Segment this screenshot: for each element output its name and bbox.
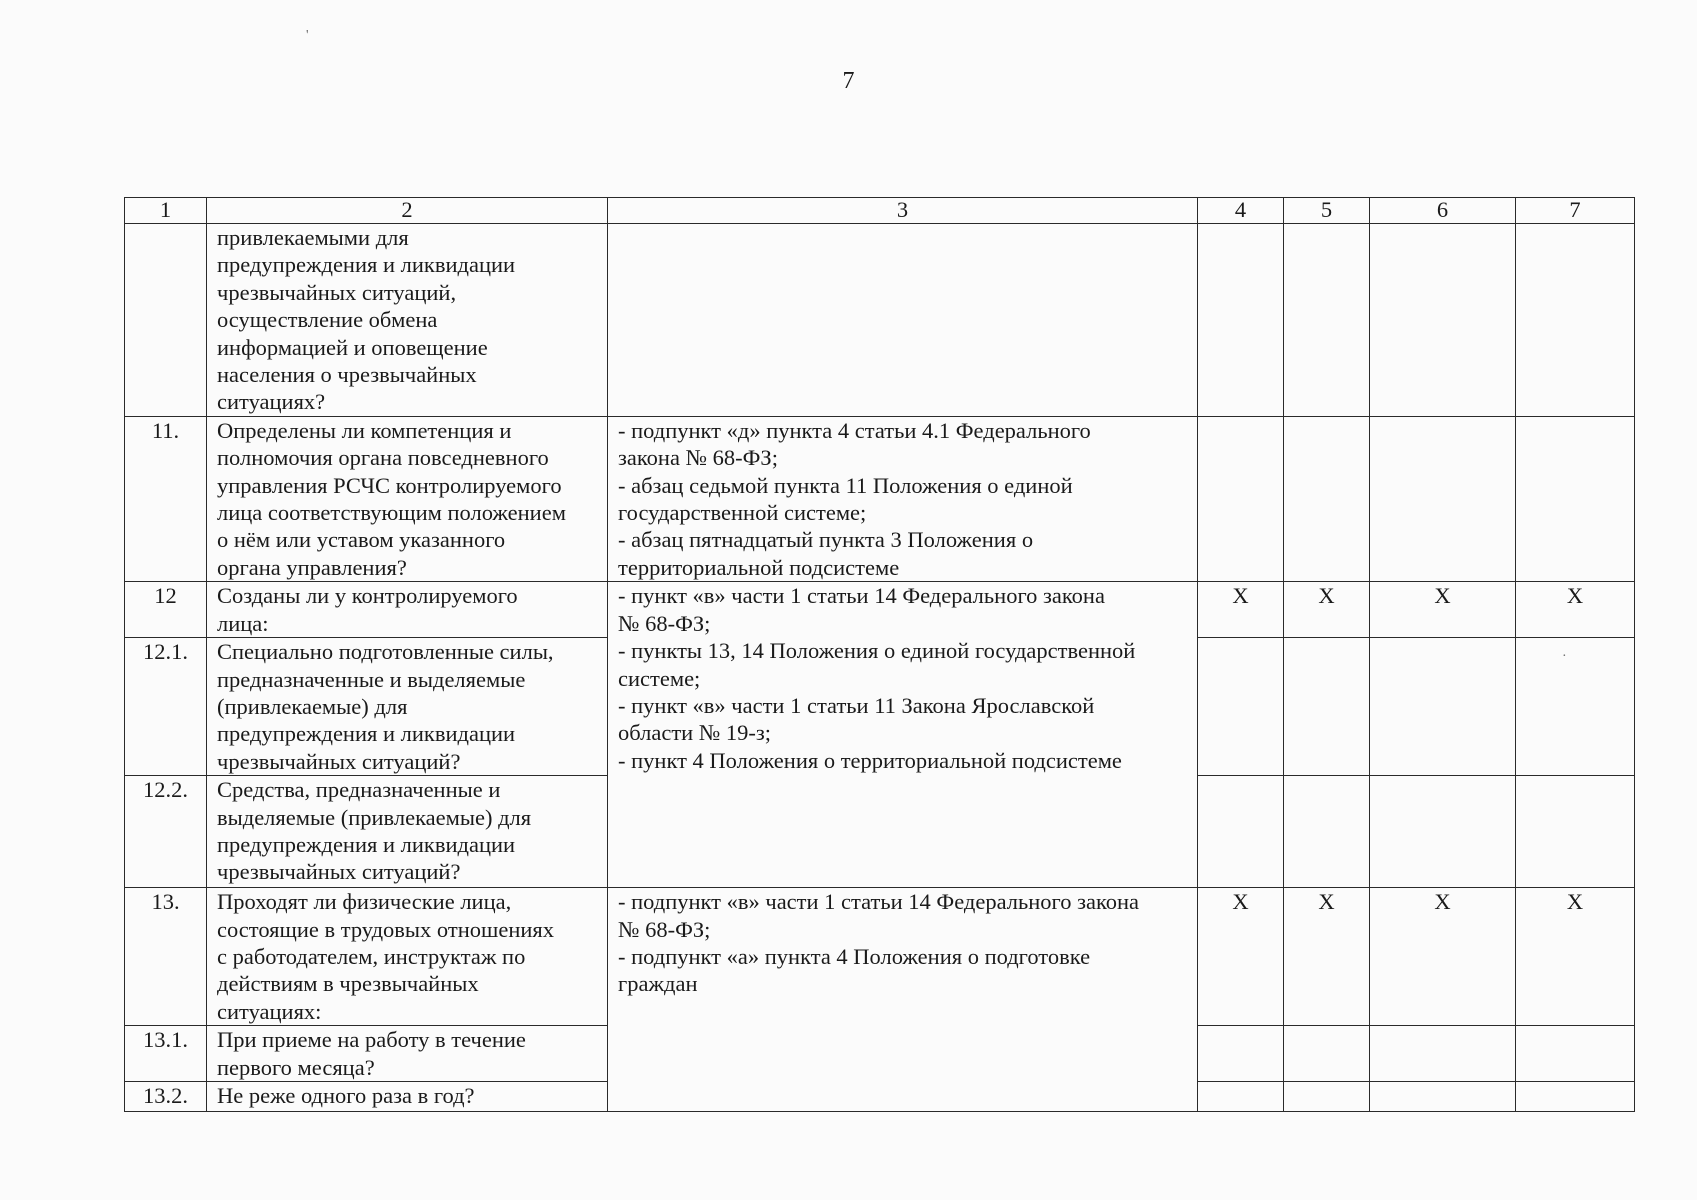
question-line: предупреждения и ликвидации [217, 721, 516, 747]
column-header: 4 [1198, 198, 1284, 224]
mark-cell [1516, 1082, 1635, 1112]
row-number: 12.2. [125, 776, 207, 888]
mark-cell [1198, 1082, 1284, 1112]
mark-cell: Х [1516, 582, 1635, 638]
mark-cell [1284, 1026, 1370, 1082]
legal-basis-cell [608, 582, 1198, 888]
question-line: лица соответствующим положением [217, 500, 566, 526]
question-line: чрезвычайных ситуаций? [217, 748, 461, 774]
mark-cell [1370, 1026, 1516, 1082]
question-line: управления РСЧС контролируемого [217, 472, 562, 498]
question-line: Созданы ли у контролируемого [217, 583, 518, 609]
question-cell [207, 1026, 608, 1082]
checklist-table [124, 197, 1635, 1112]
question-line: привлекаемыми для [217, 225, 409, 250]
question-line: с работодателем, инструктаж по [217, 943, 526, 969]
question-line: чрезвычайных ситуаций? [217, 859, 461, 885]
question-line: состоящие в трудовых отношениях [217, 916, 554, 942]
scan-speck: · [1562, 649, 1567, 664]
question-line: полномочия органа повседневного [217, 445, 549, 471]
question-line: предупреждения и ликвидации [217, 831, 516, 857]
mark-cell: Х [1370, 888, 1516, 1026]
column-header: 3 [608, 198, 1198, 224]
question-line: органа управления? [217, 554, 407, 580]
legal-line: - подпункт «в» части 1 статьи 14 Федерального закона [618, 889, 1140, 915]
question-line: ситуациях: [217, 998, 322, 1024]
legal-line: области № 19-з; [618, 720, 772, 746]
question-cell [207, 638, 608, 776]
question-line: ситуациях? [217, 389, 326, 415]
legal-basis-cell [608, 888, 1198, 1112]
column-header: 1 [125, 198, 207, 224]
row-number: 12.1. [125, 638, 207, 776]
mark-cell: Х [1284, 582, 1370, 638]
question-line: Не реже одного раза в год? [217, 1083, 475, 1109]
question-line: информацией и оповещение [217, 334, 488, 360]
table-row [125, 888, 1635, 1026]
legal-line: - абзац седьмой пункта 11 Положения о единой [618, 472, 1073, 498]
question-line: Определены ли компетенция и [217, 417, 512, 443]
legal-line: территориальной подсистеме [618, 554, 900, 580]
mark-cell [1370, 1082, 1516, 1112]
legal-line: № 68-ФЗ; [618, 916, 711, 942]
row-number: 13. [125, 888, 207, 1026]
question-line: лица: [217, 610, 269, 636]
legal-line: - подпункт «а» пункта 4 Положения о подготовке [618, 943, 1091, 969]
mark-cell [1198, 776, 1284, 888]
mark-cell [1198, 224, 1284, 417]
mark-cell [1370, 224, 1516, 417]
question-line: При приеме на работу в течение [217, 1027, 526, 1053]
question-cell [207, 416, 608, 581]
column-header: 5 [1284, 198, 1370, 224]
table-row [125, 416, 1635, 581]
question-line: о нём или уставом указанного [217, 527, 506, 553]
question-line: действиям в чрезвычайных [217, 971, 479, 997]
row-number: 13.2. [125, 1082, 207, 1112]
row-number: 13.1. [125, 1026, 207, 1082]
mark-cell [1284, 638, 1370, 776]
legal-line: - подпункт «д» пункта 4 статьи 4.1 Федерального [618, 417, 1091, 443]
table-header-row [125, 198, 1635, 224]
question-line: предназначенные и выделяемые [217, 666, 526, 692]
mark-cell [1516, 638, 1635, 776]
question-line: осуществление обмена [217, 307, 438, 333]
question-cell [207, 776, 608, 888]
question-line: выделяемые (привлекаемые) для [217, 804, 532, 830]
question-line: чрезвычайных ситуаций, [217, 279, 457, 305]
legal-line: - пункт 4 Положения о территориальной подсистеме [618, 747, 1122, 773]
question-cell [207, 888, 608, 1026]
question-line: Средства, предназначенные и [217, 777, 501, 803]
row-number: 12 [125, 582, 207, 638]
mark-cell: Х [1198, 888, 1284, 1026]
mark-cell [1516, 224, 1635, 417]
question-line: населения о чрезвычайных [217, 362, 477, 388]
mark-cell [1516, 776, 1635, 888]
mark-cell: Х [1198, 582, 1284, 638]
mark-cell: Х [1370, 582, 1516, 638]
legal-line: - пункты 13, 14 Положения о единой государственной [618, 638, 1136, 664]
column-header: 6 [1370, 198, 1516, 224]
question-line: предупреждения и ликвидации [217, 252, 516, 278]
legal-line: № 68-ФЗ; [618, 610, 711, 636]
mark-cell [1370, 416, 1516, 581]
column-header: 2 [207, 198, 608, 224]
scan-speck: ' [306, 28, 309, 43]
mark-cell [1370, 638, 1516, 776]
legal-line: закона № 68-ФЗ; [618, 445, 778, 471]
legal-basis-cell [608, 416, 1198, 581]
mark-cell [1284, 776, 1370, 888]
mark-cell [1284, 416, 1370, 581]
row-number: 11. [125, 416, 207, 581]
mark-cell [1370, 776, 1516, 888]
mark-cell [1284, 224, 1370, 417]
legal-line: - пункт «в» части 1 статьи 14 Федерального закона [618, 583, 1105, 609]
legal-line: граждан [618, 971, 698, 997]
table-row [125, 582, 1635, 638]
legal-line: системе; [618, 665, 701, 691]
page-number: 7 [842, 68, 855, 94]
mark-cell [1284, 1082, 1370, 1112]
mark-cell: Х [1284, 888, 1370, 1026]
mark-cell [1516, 416, 1635, 581]
mark-cell [1198, 638, 1284, 776]
mark-cell [1198, 1026, 1284, 1082]
question-line: Проходят ли физические лица, [217, 889, 512, 915]
question-cell [207, 1082, 608, 1112]
row-number [125, 224, 207, 417]
mark-cell [1198, 416, 1284, 581]
legal-line: государственной системе; [618, 500, 867, 526]
question-cell [207, 224, 608, 417]
legal-basis-cell [608, 224, 1198, 417]
mark-cell [1516, 1026, 1635, 1082]
column-header: 7 [1516, 198, 1635, 224]
legal-line: - абзац пятнадцатый пункта 3 Положения о [618, 527, 1034, 553]
question-line: первого месяца? [217, 1054, 375, 1080]
question-line: Специально подготовленные силы, [217, 639, 554, 665]
table-row [125, 224, 1635, 417]
question-cell [207, 582, 608, 638]
legal-line: - пункт «в» части 1 статьи 11 Закона Ярославской [618, 692, 1095, 718]
question-line: (привлекаемые) для [217, 693, 408, 719]
mark-cell: Х [1516, 888, 1635, 1026]
